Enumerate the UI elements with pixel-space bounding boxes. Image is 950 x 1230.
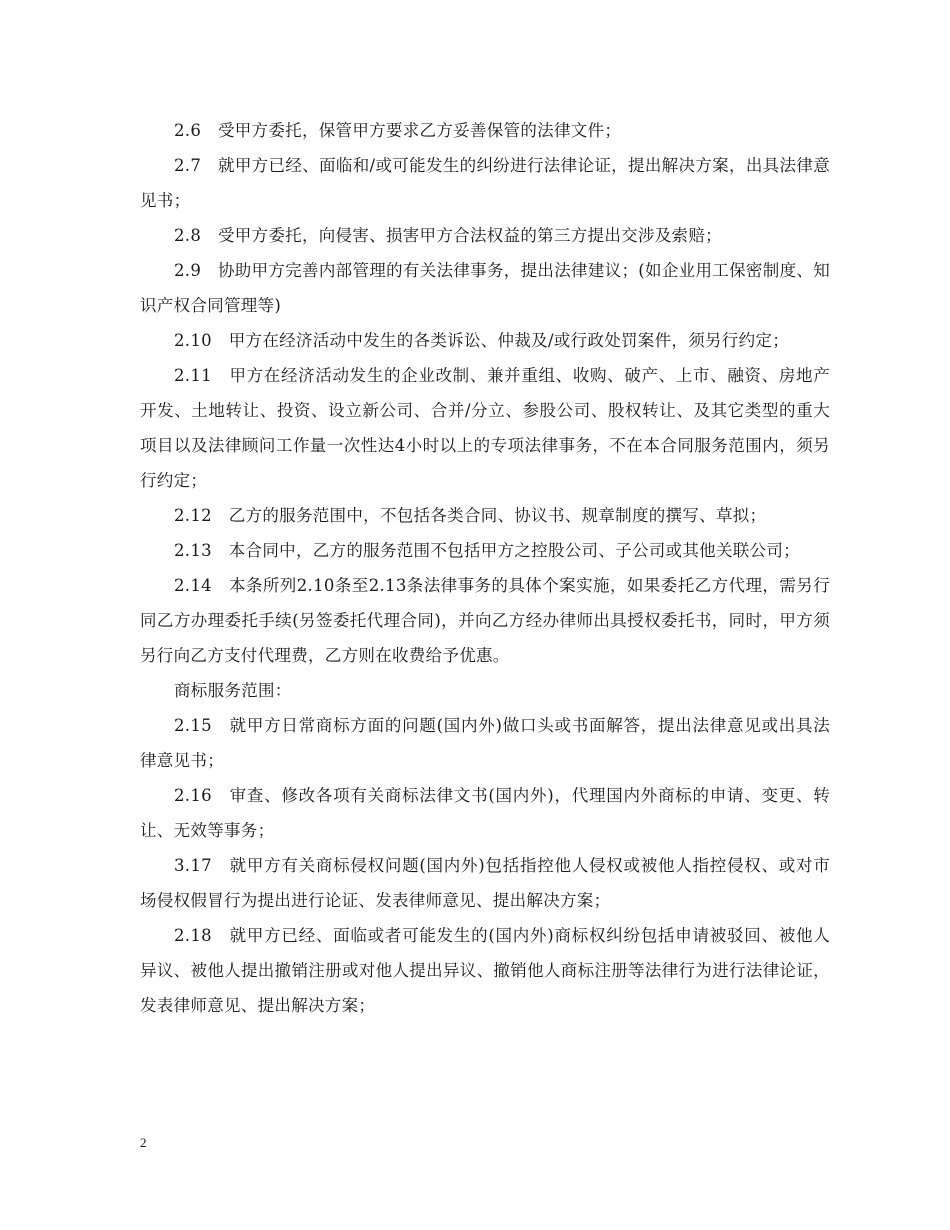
clause-2-18: 2.18 就甲方已经、面临或者可能发生的(国内外)商标权纠纷包括申请被驳回、被他人异议、被他人提出撤销注册或对他人提出异议、撤销他人商标注册等法律行为进行法律论证，发表律师意见、提出解决方案； bbox=[140, 926, 830, 1015]
clause-2-9: 2.9 协助甲方完善内部管理的有关法律事务，提出法律建议；(如企业用工保密制度、知识产权合同管理等) bbox=[140, 261, 830, 315]
section-heading-trademark: 商标服务范围： bbox=[174, 681, 292, 700]
clause-2-12: 2.12 乙方的服务范围中，不包括各类合同、协议书、规章制度的撰写、草拟； bbox=[174, 506, 767, 525]
clause-2-14: 2.14 本条所列2.10条至2.13条法律事务的具体个案实施，如果委托乙方代理，需另行同乙方办理委托手续(另签委托代理合同)，并向乙方经办律师出具授权委托书，同时，甲方须另行向乙方支付代理费，乙方则在收费给予优惠。 bbox=[140, 576, 830, 665]
clause-2-16: 2.16 审查、修改各项有关商标法律文书(国内外)，代理国内外商标的申请、变更、转让、无效等事务； bbox=[140, 786, 830, 840]
clause-2-10: 2.10 甲方在经济活动中发生的各类诉讼、仲裁及/或行政处罚案件，须另行约定； bbox=[174, 331, 789, 350]
page-number: 2 bbox=[140, 1135, 147, 1150]
clause-2-11: 2.11 甲方在经济活动发生的企业改制、兼并重组、收购、破产、上市、融资、房地产开发、土地转让、投资、设立新公司、合并/分立、参股公司、股权转让、及其它类型的重大项目以及法律顾问工作量一次性达4小时以上的专项法律事务，不在本合同服务范围内，须另行约定； bbox=[140, 366, 830, 490]
document-body bbox=[140, 113, 830, 1023]
clause-2-15: 2.15 就甲方日常商标方面的问题(国内外)做口头或书面解答，提出法律意见或出具法律意见书； bbox=[140, 716, 830, 770]
clause-2-6: 2.6 受甲方委托，保管甲方要求乙方妥善保管的法律文件； bbox=[174, 121, 622, 140]
clause-3-17: 3.17 就甲方有关商标侵权问题(国内外)包括指控他人侵权或被他人指控侵权、或对市场侵权假冒行为提出进行论证、发表律师意见、提出解决方案； bbox=[140, 856, 830, 910]
clause-2-7: 2.7 就甲方已经、面临和/或可能发生的纠纷进行法律论证，提出解决方案，出具法律意见书； bbox=[140, 156, 830, 210]
clause-2-8: 2.8 受甲方委托，向侵害、损害甲方合法权益的第三方提出交涉及索赔； bbox=[174, 226, 722, 245]
clause-2-13: 2.13 本合同中，乙方的服务范围不包括甲方之控股公司、子公司或其他关联公司； bbox=[174, 541, 800, 560]
